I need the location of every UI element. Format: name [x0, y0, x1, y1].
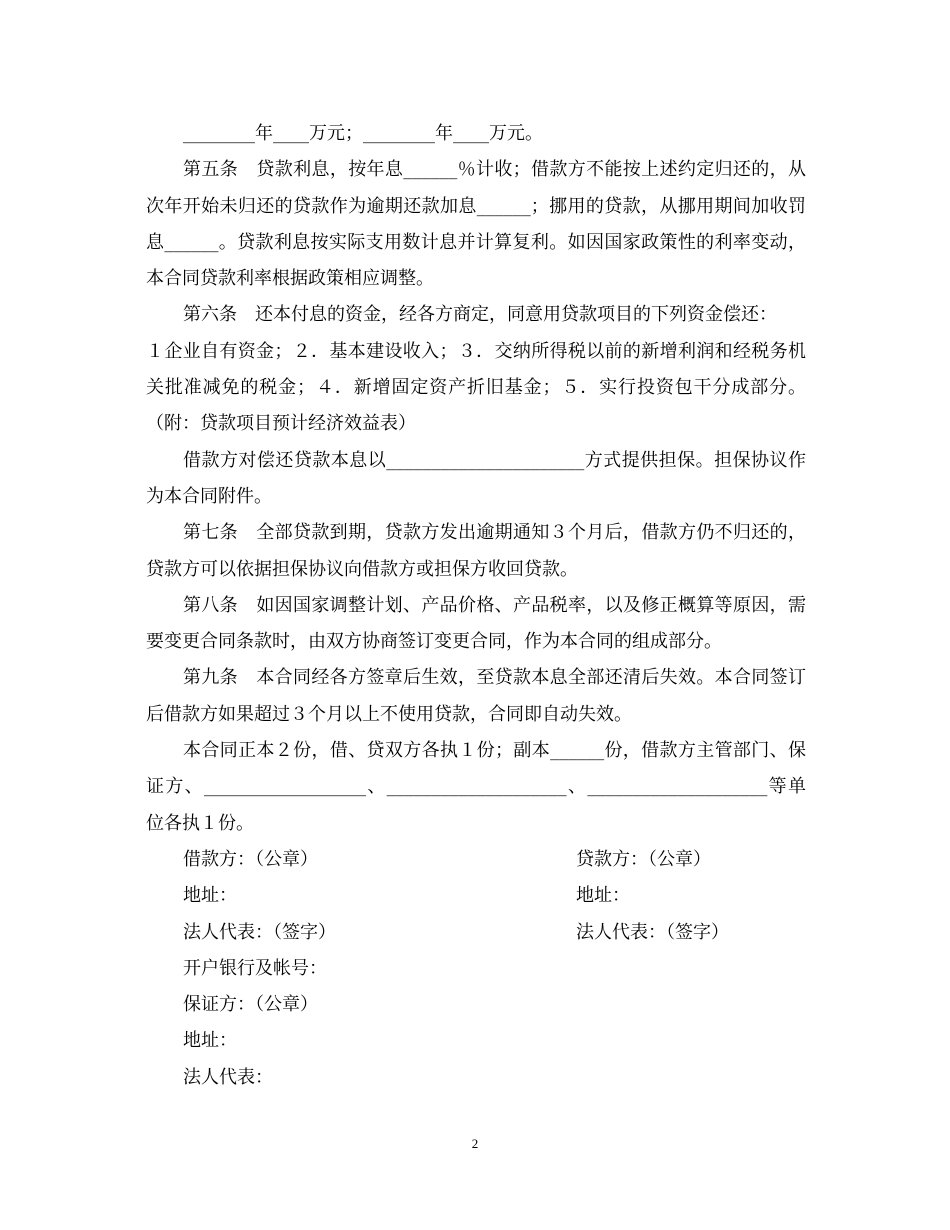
paragraph-article-5: 第五条 贷款利息，按年息______％计收；借款方不能按上述约定归还的，从次年开始未归还的贷款作为逾期还款加息______；挪用的贷款，从挪用期间加收罚息______。贷款利息按实际支用数计息并计算复利。如因国家政策性的利率变动，本合同贷款利率根据政策相应调整。	[146, 159, 806, 290]
lender-seal-label: 贷款方：（公章）	[576, 848, 711, 870]
borrower-representative-label: 法人代表：（签字）	[183, 921, 336, 943]
lender-representative-label: 法人代表：（签字）	[576, 921, 729, 943]
paragraph-repayment-sources: １企业自有资金；２．基本建设收入；３．交纳所得税以前的新增利润和经税务机关批准减免的税金；４．新增固定资产折旧基金；５．实行投资包干分成部分。（附：贷款项目预计经济效益表）	[146, 340, 806, 435]
borrower-address-label: 地址：	[183, 885, 237, 907]
signature-row-parties	[146, 842, 806, 878]
borrower-seal-label: 借款方：（公章）	[183, 848, 318, 870]
signature-row-bank	[146, 951, 806, 987]
paragraph-amount-years: ________年____万元；________年____万元。	[183, 123, 543, 144]
page-number: 2	[471, 1136, 479, 1151]
paragraph-article-9: 第九条 本合同经各方签章后生效，至贷款本息全部还清后失效。本合同签订后借款方如果超过３个月以上不使用贷款，合同即自动失效。	[146, 667, 806, 725]
paragraph-guarantee: 借款方对偿还贷款本息以______________________方式提供担保。担保协议作为本合同附件。	[146, 449, 806, 507]
paragraph-article-8: 第八条 如因国家调整计划、产品价格、产品税率，以及修正概算等原因，需要变更合同条款时，由双方协商签订变更合同，作为本合同的组成部分。	[146, 594, 806, 653]
guarantor-address-label: 地址：	[183, 1030, 237, 1052]
guarantor-seal-label: 保证方：（公章）	[183, 994, 318, 1016]
signature-row-guarantor-address	[146, 1023, 806, 1059]
signature-row-guarantor-representative	[146, 1060, 806, 1096]
signature-row-address	[146, 878, 806, 914]
bank-account-label: 开户银行及帐号：	[183, 957, 327, 979]
paragraph-article-6: 第六条 还本付息的资金，经各方商定，同意用贷款项目的下列资金偿还：	[183, 304, 777, 326]
paragraph-copies: 本合同正本２份，借、贷双方各执１份；副本______份，借款方主管部门、保证方、__________________、____________________、____________________等单位各执１份。	[146, 740, 806, 834]
guarantor-representative-label: 法人代表：	[183, 1066, 273, 1088]
document-body	[146, 116, 806, 1096]
lender-address-label: 地址：	[576, 885, 630, 907]
signature-row-representative	[146, 915, 806, 951]
paragraph-article-7: 第七条 全部贷款到期，贷款方发出逾期通知３个月后，借款方仍不归还的，贷款方可以依据担保协议向借款方或担保方收回贷款。	[146, 522, 806, 580]
signature-row-guarantor	[146, 987, 806, 1023]
